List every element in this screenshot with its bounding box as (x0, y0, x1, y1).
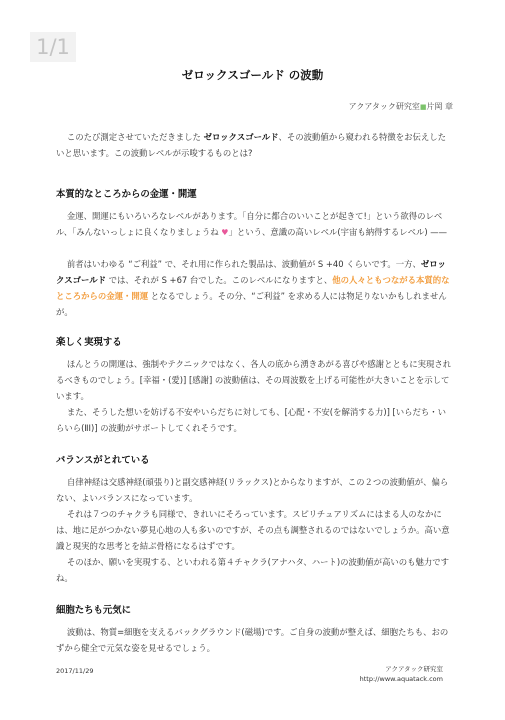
section-heading-cells: 細胞たちも元気に (56, 605, 132, 616)
section-heading-fortune: 本質的なところからの金運・開運 (56, 189, 197, 200)
intro-paragraph (56, 129, 454, 161)
fortune-text-1-end: 」という、意識の高いレベル(宇宙も納得するレベル) —— (228, 227, 448, 237)
fortune-text-2b: では、それが S +67 台でした。このレベルになりますと、 (106, 275, 333, 285)
footer-date: 2017/11/29 (56, 667, 94, 675)
footer-lab-block (360, 664, 443, 684)
fortune-highlight: 他の人々ともつながる本質的なところからの金運・開運 (56, 275, 450, 301)
fortune-text-1: 金運、開運にもいろいろなレベルがあります。「自分に都合のいいことが起きて!」という欲得のレベル、「みんないっしょに良くなりましょうね (56, 211, 443, 237)
section-joy-paragraph-1: ほんとうの開運は、強制やテクニックではなく、各人の底から湧きあがる喜びや感謝とともに実現されるべきものでしょう。[幸福・(愛)] [感謝] の波動値は、その周波数を上げる可能性が大きいことを示しています。 (56, 359, 452, 401)
section-heading-joy: 楽しく実現する (56, 337, 122, 348)
section-fortune-paragraph-1 (56, 208, 454, 241)
intro-text-1: このたび測定させていただきました (66, 132, 204, 142)
page-counter: 1/1 (30, 32, 76, 62)
intro-text-2: 、その波動値から窺われる特徴をお伝えしたいと思います。この波動レベルが示唆するものとは? (56, 132, 447, 158)
fortune-text-2c: となるでしょう。その分、“ご利益” を求める人には物足りないかもしれませんが。 (56, 291, 447, 317)
section-balance-paragraph-1: 自律神経は交感神経(頑張り)と副交感神経(リラックス)とからなりますが、この２つの波動値が、偏らない、よいバランスになっています。 (56, 477, 449, 503)
footer-lab-name: アクアタック研究室 (385, 665, 443, 673)
heart-icon: ♥ (221, 228, 229, 237)
section-joy-paragraph-2: また、そうした想いを妨げる不安やいらだちに対しても、[心配・不安(を解消する力)] [いらだち・いらいら(ⅡⅠ)] の波動がサポートしてくれそうです。 (56, 407, 447, 433)
fortune-product-name: ゼロックスゴールド (56, 259, 446, 285)
section-cells-paragraph-1: 波動は、物質=細胞を支えるバックグラウンド(磁場)です。ご自身の波動が整えば、細胞たちも、おのずから健全で元気な姿を見せるでしょう。 (56, 627, 449, 653)
footer-url: http://www.aquatack.com (359, 675, 443, 683)
author-name: 片岡 章 (426, 102, 453, 111)
intro-product-name: ゼロックスゴールド (203, 132, 279, 142)
green-square-icon: ■ (419, 103, 427, 111)
section-heading-balance: バランスがとれている (56, 455, 150, 466)
section-fortune-paragraph-2 (56, 256, 454, 320)
section-balance-paragraph-2: それは７つのチャクラも同様で、きれいにそろっています。スピリチュアリズムにはまる人のなかには、地に足がつかない夢見心地の人も多いのですが、その点も調整されるのではないでしょうか。高い意識と現実的な思考とを結ぶ骨格になるはずです。 (56, 509, 450, 551)
author-lab: アクアタック研究室 (348, 102, 420, 111)
document-title: ゼロックスゴールド の波動 (181, 68, 324, 82)
fortune-text-2a: 前者はいわゆる “ご利益” で、それ用に作られた製品は、波動値が S +40 くらいです。一方、 (66, 259, 421, 269)
section-balance-paragraph-3: そのほか、願いを実現する、といわれる第４チャクラ(アナハタ、ハート)の波動値が高いのも魅力ですね。 (56, 557, 450, 583)
author-line (349, 101, 453, 112)
